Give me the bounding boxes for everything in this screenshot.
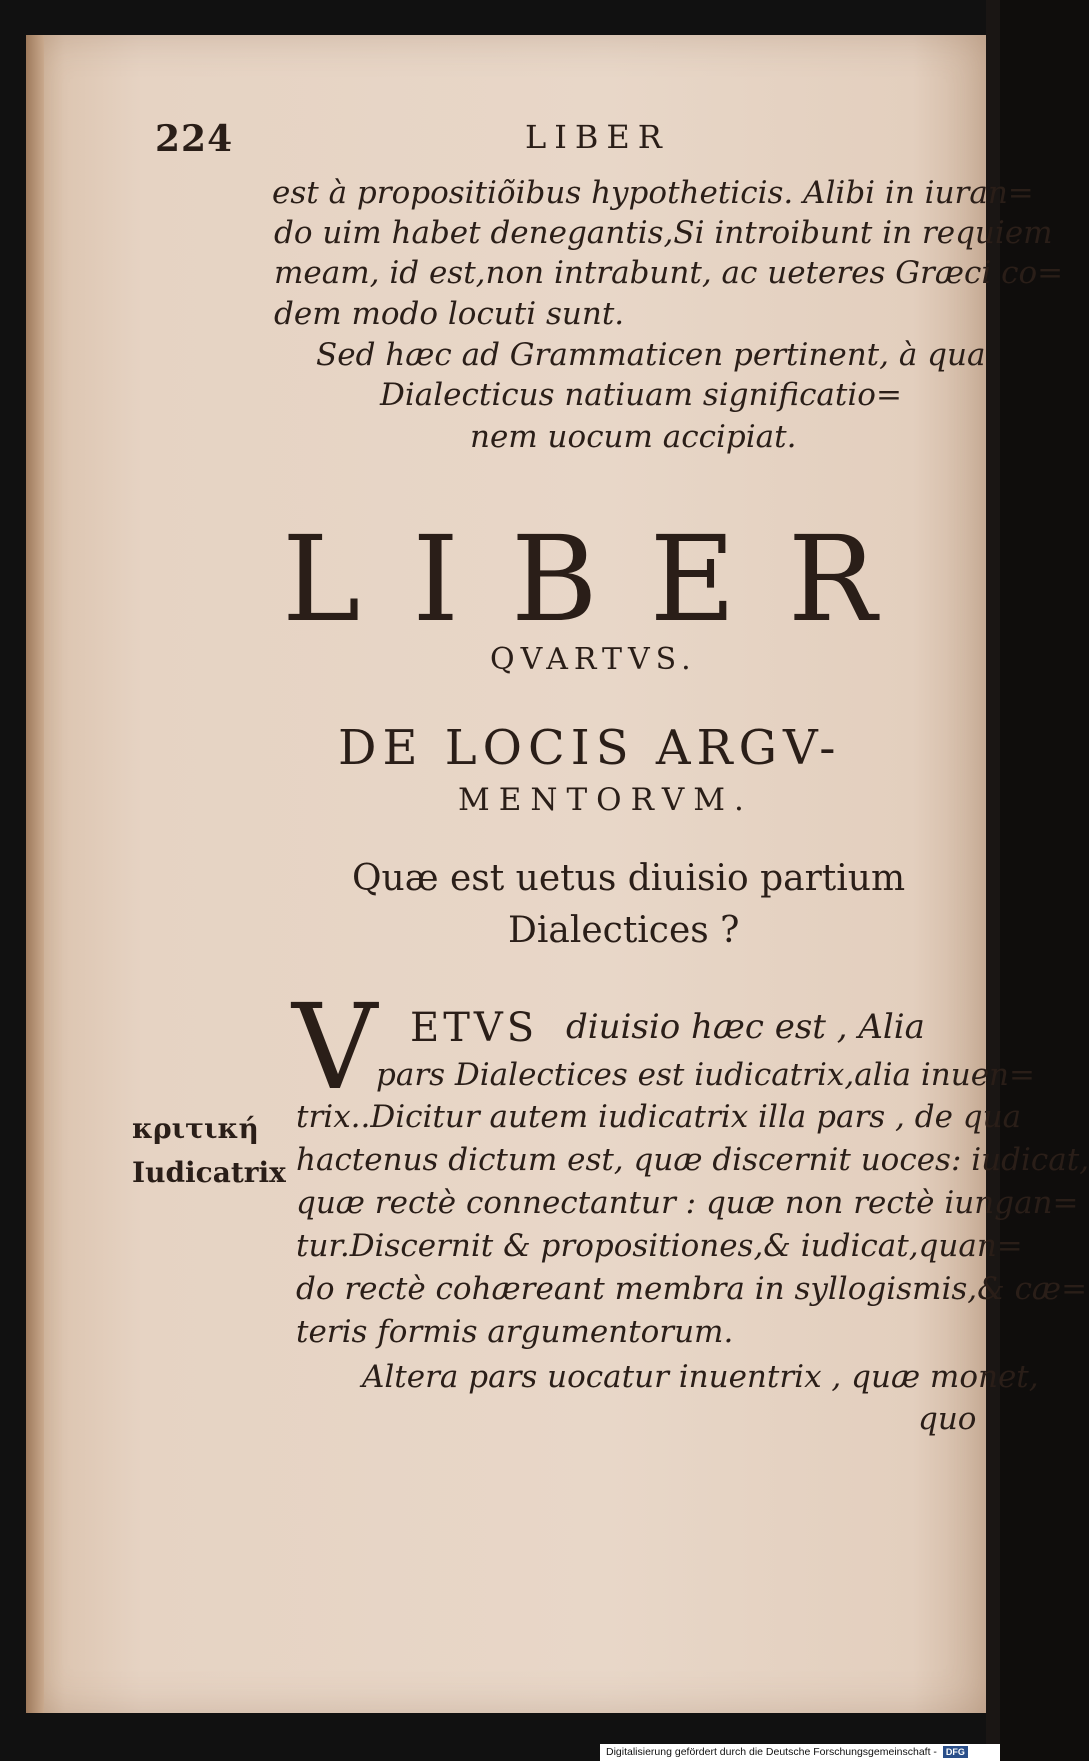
- page-gutter: [26, 35, 44, 1713]
- text-line: nem uocum accipiat.: [470, 419, 797, 455]
- text-line: pars Dialectices est iudicatrix,alia inuen=: [376, 1057, 1035, 1093]
- text-line: quæ rectè connectantur : quæ non rectè iungan=: [296, 1185, 1079, 1221]
- credit-text: Digitalisierung gefördert durch die Deutsche Forschungsgemeinschaft -: [606, 1746, 937, 1758]
- question-line-2: Dialectices ?: [508, 910, 740, 951]
- text-line: meam, id est,non intrabunt, ac ueteres Græci co=: [274, 255, 1064, 291]
- text-line: est à propositiõibus hypotheticis. Alibi in iuran=: [272, 175, 1034, 211]
- chapter-title-line-1: DE LOCIS ARGV-: [338, 720, 842, 776]
- text-line: do rectè cohæreant membra in syllogismis,& cæ=: [296, 1271, 1088, 1307]
- text-line: do uim habet denegantis,Si introibunt in requiem: [274, 215, 1053, 251]
- text-line: Dialecticus natiuam significatio=: [380, 377, 902, 413]
- drop-cap: V: [292, 978, 378, 1116]
- running-head: LIBER: [525, 118, 670, 156]
- chapter-title-line-2: MENTORVM.: [458, 782, 753, 818]
- text-line: diuisio hæc est , Alia: [566, 1007, 925, 1047]
- text-line: Altera pars uocatur inuentrix , quæ monet,: [362, 1359, 1039, 1395]
- text-line: tur.Discernit & propositiones,& iudicat,quan=: [296, 1228, 1023, 1264]
- question-line-1: Quæ est uetus diuisio partium: [352, 858, 906, 899]
- margin-note-greek: κριτική: [132, 1112, 259, 1145]
- book-title: LIBER: [282, 510, 929, 648]
- text-line: quo: [918, 1401, 977, 1437]
- page-number: 224: [155, 118, 234, 160]
- first-word: ETVS: [410, 1005, 539, 1051]
- text-line: dem modo locuti sunt.: [274, 296, 625, 332]
- book-subtitle: QVARTVS.: [490, 642, 697, 677]
- text-line: trix..Dicitur autem iudicatrix illa pars , de qua: [296, 1099, 1022, 1135]
- text-line: hactenus dictum est, quæ discernit uoces: iudicat,: [296, 1142, 1089, 1178]
- text-line: teris formis argumentorum.: [296, 1314, 734, 1350]
- margin-note-latin: Iudicatrix: [132, 1156, 286, 1189]
- text-line: Sed hæc ad Grammaticen pertinent, à qua: [316, 337, 986, 373]
- digitization-credit: [600, 1744, 1000, 1761]
- dfg-logo: DFG: [943, 1746, 968, 1758]
